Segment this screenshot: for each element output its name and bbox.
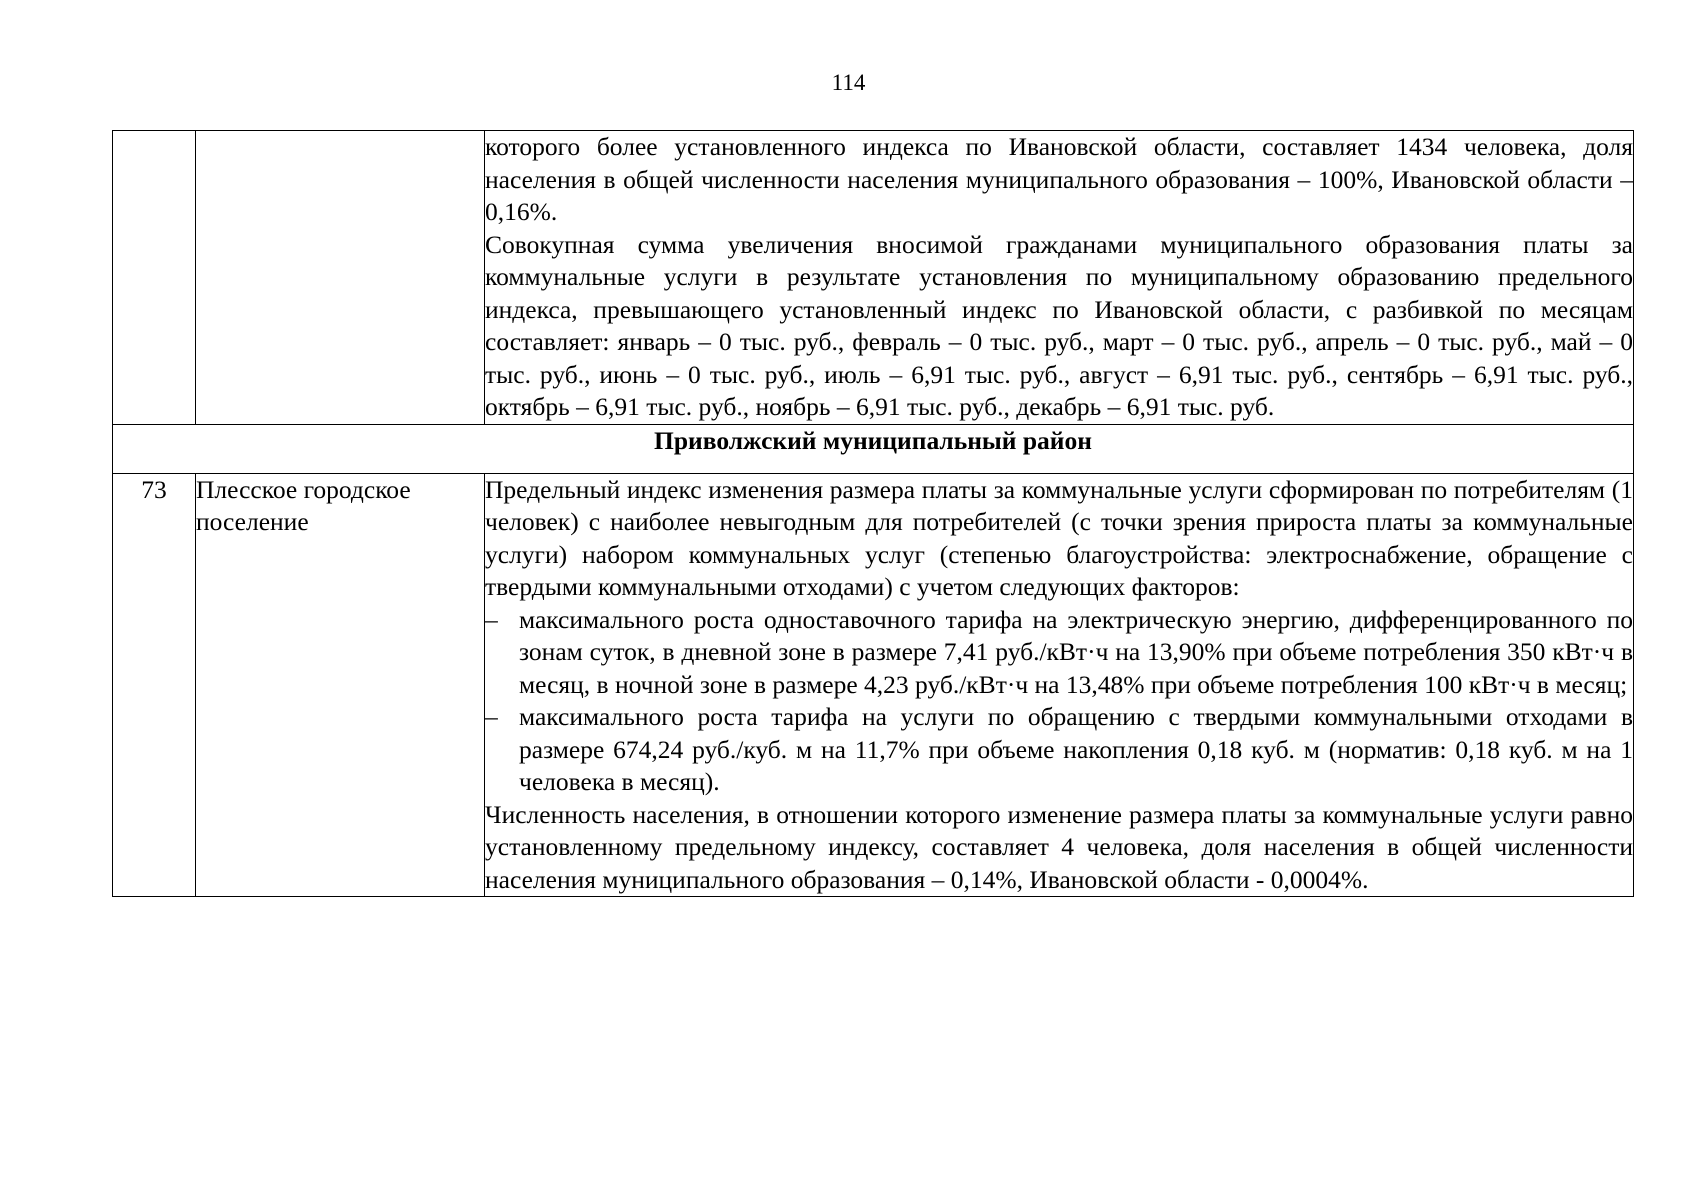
municipality-name-cell: Плесское городское поселение <box>196 473 485 897</box>
population-exceeding-paragraph: которого более установленного индекса по Ивановской области, составляет 1434 человека, доля населения в общей численности населения муниципального образования – 100%, Ивановской области – 0,16%. <box>485 132 1633 226</box>
row-number-cell <box>113 131 196 425</box>
dash-bullet: – <box>485 604 498 634</box>
table-row-continued <box>113 131 1634 425</box>
tariff-index-table <box>112 130 1634 897</box>
monthly-increase-paragraph: Совокупная сумма увеличения вносимой гражданами муниципального образования платы за коммунальные услуги в результате установления по муниципальному образованию предельного индекса, превышающего установленный индекс по Ивановской области, с разбивкой по месяцам составляет: январь – 0 тыс. руб., февраль – 0 тыс. руб., март – 0 тыс. руб., апрель – 0 тыс. руб., май – 0 тыс. руб., июнь – 0 тыс. руб., июль – 6,91 тыс. руб., август – 6,91 тыс. руб., сентябрь – 6,91 тыс. руб., октябрь – 6,91 тыс. руб., ноябрь – 6,91 тыс. руб., декабрь – 6,91 тыс. руб. <box>485 229 1633 421</box>
factor-text: максимального роста тарифа на услуги по обращению с твердыми коммунальными отходами в размере 674,24 руб./куб. м на 11,7% при объеме накопления 0,18 куб. м (норматив: 0,18 куб. м на 1 человека в месяц). <box>519 702 1633 796</box>
factors-list <box>485 604 1633 799</box>
table-row-73 <box>113 473 1634 897</box>
description-cell <box>485 131 1634 425</box>
factor-text: максимального роста одноставочного тарифа на электрическую энергию, дифференцированного по зонам суток, в дневной зоне в размере 7,41 руб./кВт·ч на 13,90% при объеме потребления 350 кВт·ч в месяц, в ночной зоне в размере 4,23 руб./кВт·ч на 13,48% при объеме потребления 100 кВт·ч в месяц; <box>519 604 1633 699</box>
page-number: 114 <box>831 70 866 95</box>
dash-bullet: – <box>485 702 498 731</box>
section-header: Приволжский муниципальный район <box>113 424 1634 473</box>
description-cell <box>485 473 1634 897</box>
section-header-row <box>113 424 1634 473</box>
factor-item-waste <box>485 701 1633 799</box>
row-number-cell: 73 <box>113 473 196 897</box>
factor-item-electricity <box>485 604 1633 702</box>
population-paragraph: Численность населения, в отношении которого изменение размера платы за коммунальные услуги равно установленному предельному индексу, составляет 4 человека, доля населения в общей численности населения муниципального образования – 0,14%, Ивановской области - 0,0004%. <box>485 799 1633 894</box>
index-intro-paragraph: Предельный индекс изменения размера платы за коммунальные услуги сформирован по потребителям (1 человек) с наиболее невыгодным для потребителей (с точки зрения прироста платы за коммунальные услуги) набором коммунальных услуг (степенью благоустройства: электроснабжение, обращение с твердыми коммунальными отходами) с учетом следующих факторов: <box>485 474 1633 601</box>
municipality-name-cell <box>196 131 485 425</box>
